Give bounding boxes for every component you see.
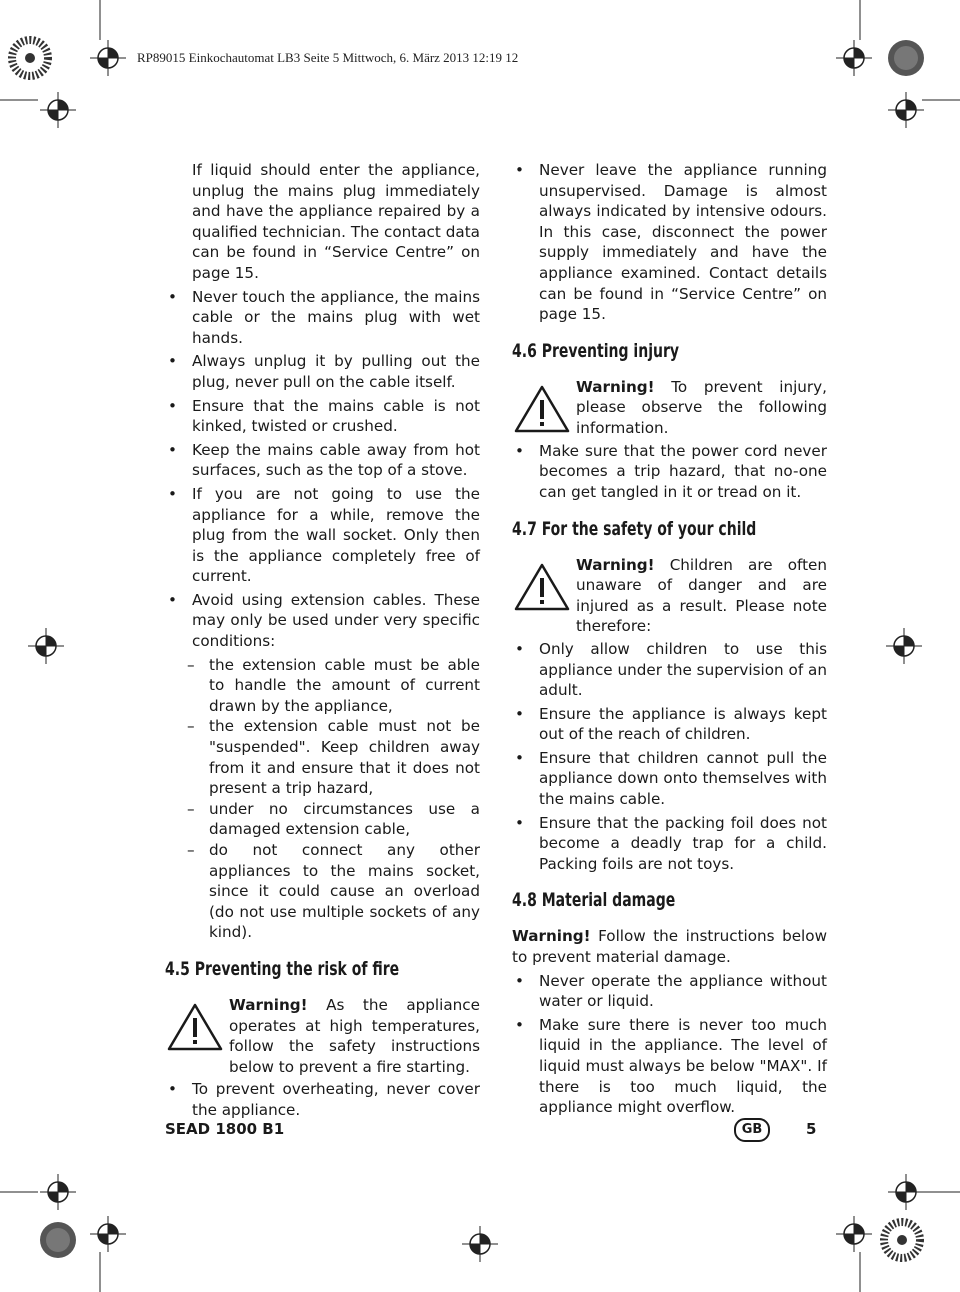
warning-box [512, 555, 827, 637]
starburst-mark-icon [8, 36, 52, 80]
crosshair-icon [90, 1216, 126, 1252]
bullet-list [165, 1079, 480, 1120]
bullet-list [512, 971, 827, 1118]
warning-label: Warning! [512, 927, 591, 946]
starburst-mark-icon [880, 1218, 924, 1262]
dash-item: – the extension cable must not be "suspended". Keep children away from it and ensure that it does not present a trip hazard, [187, 717, 480, 798]
list-item: • Make sure that the power cord never becomes a trip hazard, that no-one can get tangled in it or tread on it. [515, 441, 827, 501]
warning-box [165, 995, 480, 1077]
section-heading: 4.7 For the safety of your child [512, 517, 757, 540]
right-column [512, 160, 827, 1121]
warning-triangle-icon [167, 1003, 223, 1051]
warning-paragraph [512, 926, 827, 967]
list-item: • Never leave the appliance running unsupervised. Damage is almost always indicated by intensive odours. In this case, disconnect the power supply immediately and have the appliance examined. Contact details can be found in “Service Centre” on page 15. [515, 161, 827, 324]
gray-circle-mark-icon [884, 36, 928, 80]
list-item: • Ensure that children cannot pull the appliance down onto themselves with the mains cable. [515, 748, 827, 809]
crosshair-icon [886, 628, 922, 664]
warning-text: Children are often unaware of danger and are injured as a result. Please note therefore: [576, 555, 827, 636]
crosshair-icon [888, 92, 924, 128]
dash-item: – the extension cable must be able to handle the amount of current drawn by the appliance, [187, 655, 480, 715]
dash-item: – under no circumstances use a damaged extension cable, [187, 799, 480, 839]
crosshair-icon [888, 1174, 924, 1210]
footer-model: SEAD 1800 B1 [165, 1120, 285, 1138]
warning-label: Warning! [576, 377, 655, 396]
crosshair-icon [40, 92, 76, 128]
warning-text: Follow the instructions below to prevent material damage. [512, 927, 827, 967]
list-item: • Always unplug it by pulling out the plug, never pull on the cable itself. [168, 352, 480, 391]
dash-item: – do not connect any other appliances to the mains socket, since it could cause an overload (do not use multiple sockets of any kind). [187, 841, 480, 942]
crosshair-icon [836, 1216, 872, 1252]
warning-triangle-icon [514, 385, 570, 433]
crosshair-icon [836, 40, 872, 76]
list-item: • Keep the mains cable away from hot surfaces, such as the top of a stove. [168, 440, 480, 480]
bullet-list [165, 287, 480, 652]
bullet-list [512, 441, 827, 503]
language-badge: GB [734, 1118, 770, 1142]
intro-paragraph: If liquid should enter the appliance, unplug the mains plug immediately and have the appliance repaired by a qualified technician. The contact data can be found in “Service Centre” on page 15. [192, 161, 480, 282]
left-column [165, 160, 480, 1124]
section-heading: 4.8 Material damage [512, 889, 676, 912]
section-heading: 4.6 Preventing injury [512, 339, 680, 362]
list-item: • To prevent overheating, never cover the appliance. [168, 1080, 480, 1119]
warning-label: Warning! [576, 555, 655, 574]
bullet-list [512, 160, 827, 325]
crosshair-icon [40, 1174, 76, 1210]
list-item: • Ensure the appliance is always kept out of the reach of children. [515, 704, 827, 744]
list-item: • Only allow children to use this appliance under the supervision of an adult. [515, 639, 827, 700]
list-item: • Ensure that the packing foil does not become a deadly trap for a child. Packing foils are not toys. [515, 813, 827, 873]
warning-text: As the appliance operates at high temperatures, follow the safety instructions below to prevent a fire starting. [229, 995, 480, 1076]
list-item: • Ensure that the mains cable is not kinked, twisted or crushed. [168, 396, 480, 436]
dash-list [165, 655, 480, 943]
crosshair-icon [462, 1226, 498, 1262]
list-item: • Make sure there is never too much liquid in the appliance. The level of liquid must always be below "MAX". If there is too much liquid, the appliance might overflow. [515, 1015, 827, 1117]
bullet-list [512, 639, 827, 875]
warning-text: To prevent injury, please observe the following information. [576, 377, 827, 437]
list-item: • Never operate the appliance without water or liquid. [515, 971, 827, 1011]
section-heading: 4.5 Preventing the risk of fire [165, 957, 400, 980]
warning-box [512, 377, 827, 439]
crosshair-icon [90, 40, 126, 76]
crosshair-icon [28, 628, 64, 664]
list-item: • If you are not going to use the appliance for a while, remove the plug from the wall socket. Only then is the appliance completely free of current. [168, 484, 480, 586]
gray-circle-mark-icon [36, 1218, 80, 1262]
page-number: 5 [806, 1120, 817, 1138]
list-item: • Avoid using extension cables. These may only be used under very specific conditions: [168, 590, 480, 651]
print-slug: RP89015 Einkochautomat LB3 Seite 5 Mittwoch, 6. März 2013 12:19 12 [137, 50, 519, 65]
warning-triangle-icon [514, 563, 570, 611]
list-item: • Never touch the appliance, the mains cable or the mains plug with wet hands. [168, 287, 480, 347]
warning-label: Warning! [229, 995, 308, 1014]
